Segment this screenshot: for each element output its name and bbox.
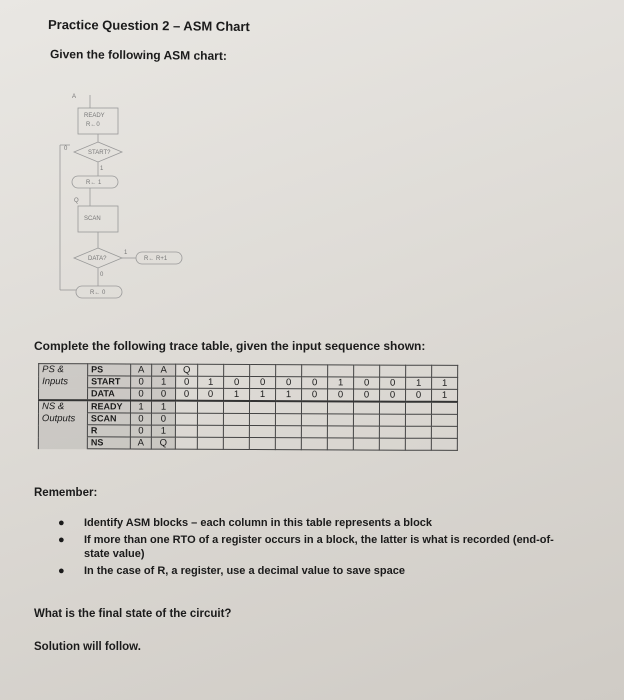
table-cell[interactable]: 1 bbox=[406, 377, 432, 389]
r-increment-label: R← R+1 bbox=[144, 256, 168, 262]
table-cell[interactable]: 0 bbox=[198, 388, 224, 401]
table-cell[interactable] bbox=[327, 401, 353, 414]
reminder-list bbox=[58, 516, 578, 581]
solution-note: Solution will follow. bbox=[34, 641, 141, 653]
table-cell[interactable] bbox=[250, 365, 276, 377]
table-row bbox=[39, 376, 458, 390]
table-cell[interactable]: 0 bbox=[406, 389, 432, 402]
table-cell[interactable] bbox=[301, 438, 327, 450]
table-cell: 1 bbox=[130, 400, 151, 413]
table-cell: 1 bbox=[151, 401, 175, 414]
table-cell[interactable]: 0 bbox=[302, 389, 328, 402]
table-cell[interactable]: 0 bbox=[224, 376, 250, 388]
ready-state-action: R←0 bbox=[86, 122, 100, 128]
group-label-cell bbox=[39, 388, 88, 401]
table-cell[interactable] bbox=[353, 426, 379, 438]
start-decision-label: START? bbox=[88, 150, 111, 156]
data-branch-1: 1 bbox=[124, 250, 128, 256]
table-cell[interactable] bbox=[327, 426, 353, 438]
table-cell[interactable] bbox=[275, 401, 301, 414]
table-cell[interactable] bbox=[379, 402, 405, 415]
data-decision-label: DATA? bbox=[88, 256, 107, 262]
list-item: ● Identify ASM blocks – each column in this table represents a block bbox=[58, 517, 433, 529]
table-cell[interactable]: 1 bbox=[224, 388, 250, 401]
table-cell[interactable] bbox=[431, 414, 457, 426]
table-cell[interactable] bbox=[301, 426, 327, 438]
table-cell[interactable] bbox=[380, 365, 406, 377]
page-subtitle: Given the following ASM chart: bbox=[49, 47, 227, 63]
r-reset-label: R← 0 bbox=[90, 290, 106, 296]
table-row bbox=[38, 437, 457, 451]
table-cell[interactable] bbox=[175, 425, 197, 437]
table-cell[interactable] bbox=[328, 365, 354, 377]
list-item: ● In the case of R, a register, use a decimal value to save space bbox=[58, 565, 405, 577]
table-row bbox=[39, 364, 458, 378]
bullet-icon: ● bbox=[58, 534, 65, 546]
table-cell[interactable] bbox=[327, 438, 353, 450]
start-branch-1: 1 bbox=[100, 166, 104, 172]
table-cell[interactable] bbox=[175, 437, 197, 449]
table-cell[interactable]: 1 bbox=[328, 377, 354, 389]
table-cell[interactable] bbox=[223, 401, 249, 414]
asm-chart-diagram bbox=[40, 90, 240, 310]
table-cell[interactable] bbox=[432, 365, 458, 377]
remember-heading: Remember: bbox=[34, 487, 98, 499]
table-cell: 1 bbox=[152, 376, 176, 388]
table-cell[interactable] bbox=[275, 438, 301, 450]
table-cell[interactable] bbox=[175, 413, 197, 425]
table-cell: 1 bbox=[151, 425, 175, 437]
table-cell[interactable] bbox=[431, 438, 457, 450]
table-cell[interactable] bbox=[405, 426, 431, 438]
table-cell[interactable]: 1 bbox=[276, 389, 302, 402]
table-cell[interactable]: 0 bbox=[276, 377, 302, 389]
final-state-question: What is the final state of the circuit? bbox=[34, 608, 232, 620]
table-cell[interactable] bbox=[197, 425, 223, 437]
table-cell[interactable] bbox=[223, 437, 249, 449]
table-cell[interactable] bbox=[223, 425, 249, 437]
bullet-icon: ● bbox=[58, 517, 65, 529]
table-cell[interactable]: 0 bbox=[380, 389, 406, 402]
table-cell[interactable]: 0 bbox=[328, 389, 354, 402]
table-cell[interactable] bbox=[327, 414, 353, 426]
table-cell[interactable] bbox=[197, 437, 223, 449]
table-cell[interactable]: 0 bbox=[250, 377, 276, 389]
signal-name-cell: READY bbox=[87, 400, 130, 413]
table-cell[interactable]: 1 bbox=[198, 376, 224, 388]
table-cell[interactable] bbox=[223, 413, 249, 425]
table-cell[interactable] bbox=[175, 401, 197, 414]
ns-outputs-label: Outputs bbox=[38, 413, 87, 425]
table-cell[interactable] bbox=[405, 414, 431, 426]
table-cell: A bbox=[130, 437, 151, 449]
table-cell[interactable]: 0 bbox=[176, 376, 198, 388]
ps-inputs-label: Inputs bbox=[39, 376, 88, 388]
table-cell[interactable] bbox=[379, 438, 405, 450]
asm-chart-svg bbox=[40, 90, 240, 310]
table-cell[interactable] bbox=[354, 365, 380, 377]
start-branch-0: 0 bbox=[64, 146, 68, 152]
table-cell[interactable] bbox=[249, 401, 275, 414]
table-cell[interactable] bbox=[353, 414, 379, 426]
table-cell[interactable] bbox=[275, 426, 301, 438]
table-cell[interactable] bbox=[301, 401, 327, 414]
table-cell[interactable]: 0 bbox=[176, 388, 198, 401]
table-cell[interactable] bbox=[302, 365, 328, 377]
table-cell[interactable] bbox=[249, 426, 275, 438]
group-label-cell bbox=[38, 437, 87, 449]
table-cell[interactable]: 0 bbox=[302, 377, 328, 389]
state-q-label: Q bbox=[74, 198, 79, 204]
table-cell[interactable]: Q bbox=[176, 364, 198, 376]
table-cell[interactable]: 0 bbox=[354, 377, 380, 389]
table-cell[interactable] bbox=[379, 426, 405, 438]
table-cell[interactable] bbox=[197, 401, 223, 414]
ready-state-label: READY bbox=[84, 113, 105, 119]
table-cell[interactable] bbox=[353, 438, 379, 450]
table-cell[interactable] bbox=[431, 402, 457, 415]
signal-name-cell: START bbox=[88, 376, 131, 388]
table-cell[interactable] bbox=[353, 401, 379, 414]
table-cell[interactable]: 0 bbox=[354, 389, 380, 402]
table-cell[interactable]: 1 bbox=[250, 389, 276, 402]
ps-inputs-label: PS & bbox=[39, 364, 88, 376]
table-cell: Q bbox=[151, 437, 175, 449]
table-cell[interactable] bbox=[275, 414, 301, 426]
table-cell[interactable] bbox=[379, 414, 405, 426]
table-cell[interactable] bbox=[405, 438, 431, 450]
table-cell: 0 bbox=[131, 388, 152, 401]
table-cell: 0 bbox=[151, 413, 175, 425]
trace-table bbox=[38, 363, 458, 451]
table-row bbox=[38, 413, 457, 427]
table-cell[interactable] bbox=[301, 414, 327, 426]
ready-state-box bbox=[78, 108, 118, 134]
table-cell: 0 bbox=[152, 388, 176, 401]
group-label-cell bbox=[38, 425, 87, 437]
table-cell[interactable]: 1 bbox=[432, 389, 458, 402]
table-cell[interactable] bbox=[224, 364, 250, 376]
table-row bbox=[38, 400, 457, 414]
table-cell[interactable] bbox=[431, 426, 457, 438]
table-cell[interactable] bbox=[198, 364, 224, 376]
signal-name-cell: PS bbox=[88, 364, 131, 376]
signal-name-cell: NS bbox=[87, 437, 130, 449]
table-cell[interactable] bbox=[405, 402, 431, 415]
bullet-icon: ● bbox=[58, 565, 65, 577]
signal-name-cell: R bbox=[87, 425, 130, 437]
table-cell[interactable]: 0 bbox=[380, 377, 406, 389]
table-cell[interactable] bbox=[276, 365, 302, 377]
list-item: ● If more than one RTO of a register occurs in a block, the latter is what is recorded (end-of-state value) bbox=[58, 534, 554, 560]
instruction-text: Complete the following trace table, given the input sequence shown: bbox=[34, 339, 426, 353]
table-cell[interactable] bbox=[249, 438, 275, 450]
ns-outputs-label: NS & bbox=[38, 400, 87, 413]
data-branch-0: 0 bbox=[100, 272, 104, 278]
table-cell: A bbox=[131, 364, 152, 376]
table-cell: 0 bbox=[130, 425, 151, 437]
scan-state-label: SCAN bbox=[84, 216, 101, 222]
signal-name-cell: DATA bbox=[88, 388, 131, 401]
table-cell[interactable]: 1 bbox=[432, 377, 458, 389]
table-cell[interactable] bbox=[249, 414, 275, 426]
table-cell: 0 bbox=[131, 376, 152, 388]
table-cell[interactable] bbox=[406, 365, 432, 377]
entry-label: A bbox=[72, 94, 77, 100]
table-cell[interactable] bbox=[197, 413, 223, 425]
r-set-one-label: R← 1 bbox=[86, 180, 102, 186]
signal-name-cell: SCAN bbox=[87, 413, 130, 425]
table-cell: 0 bbox=[130, 413, 151, 425]
table-cell: A bbox=[152, 364, 176, 376]
page-title: Practice Question 2 – ASM Chart bbox=[47, 16, 250, 35]
